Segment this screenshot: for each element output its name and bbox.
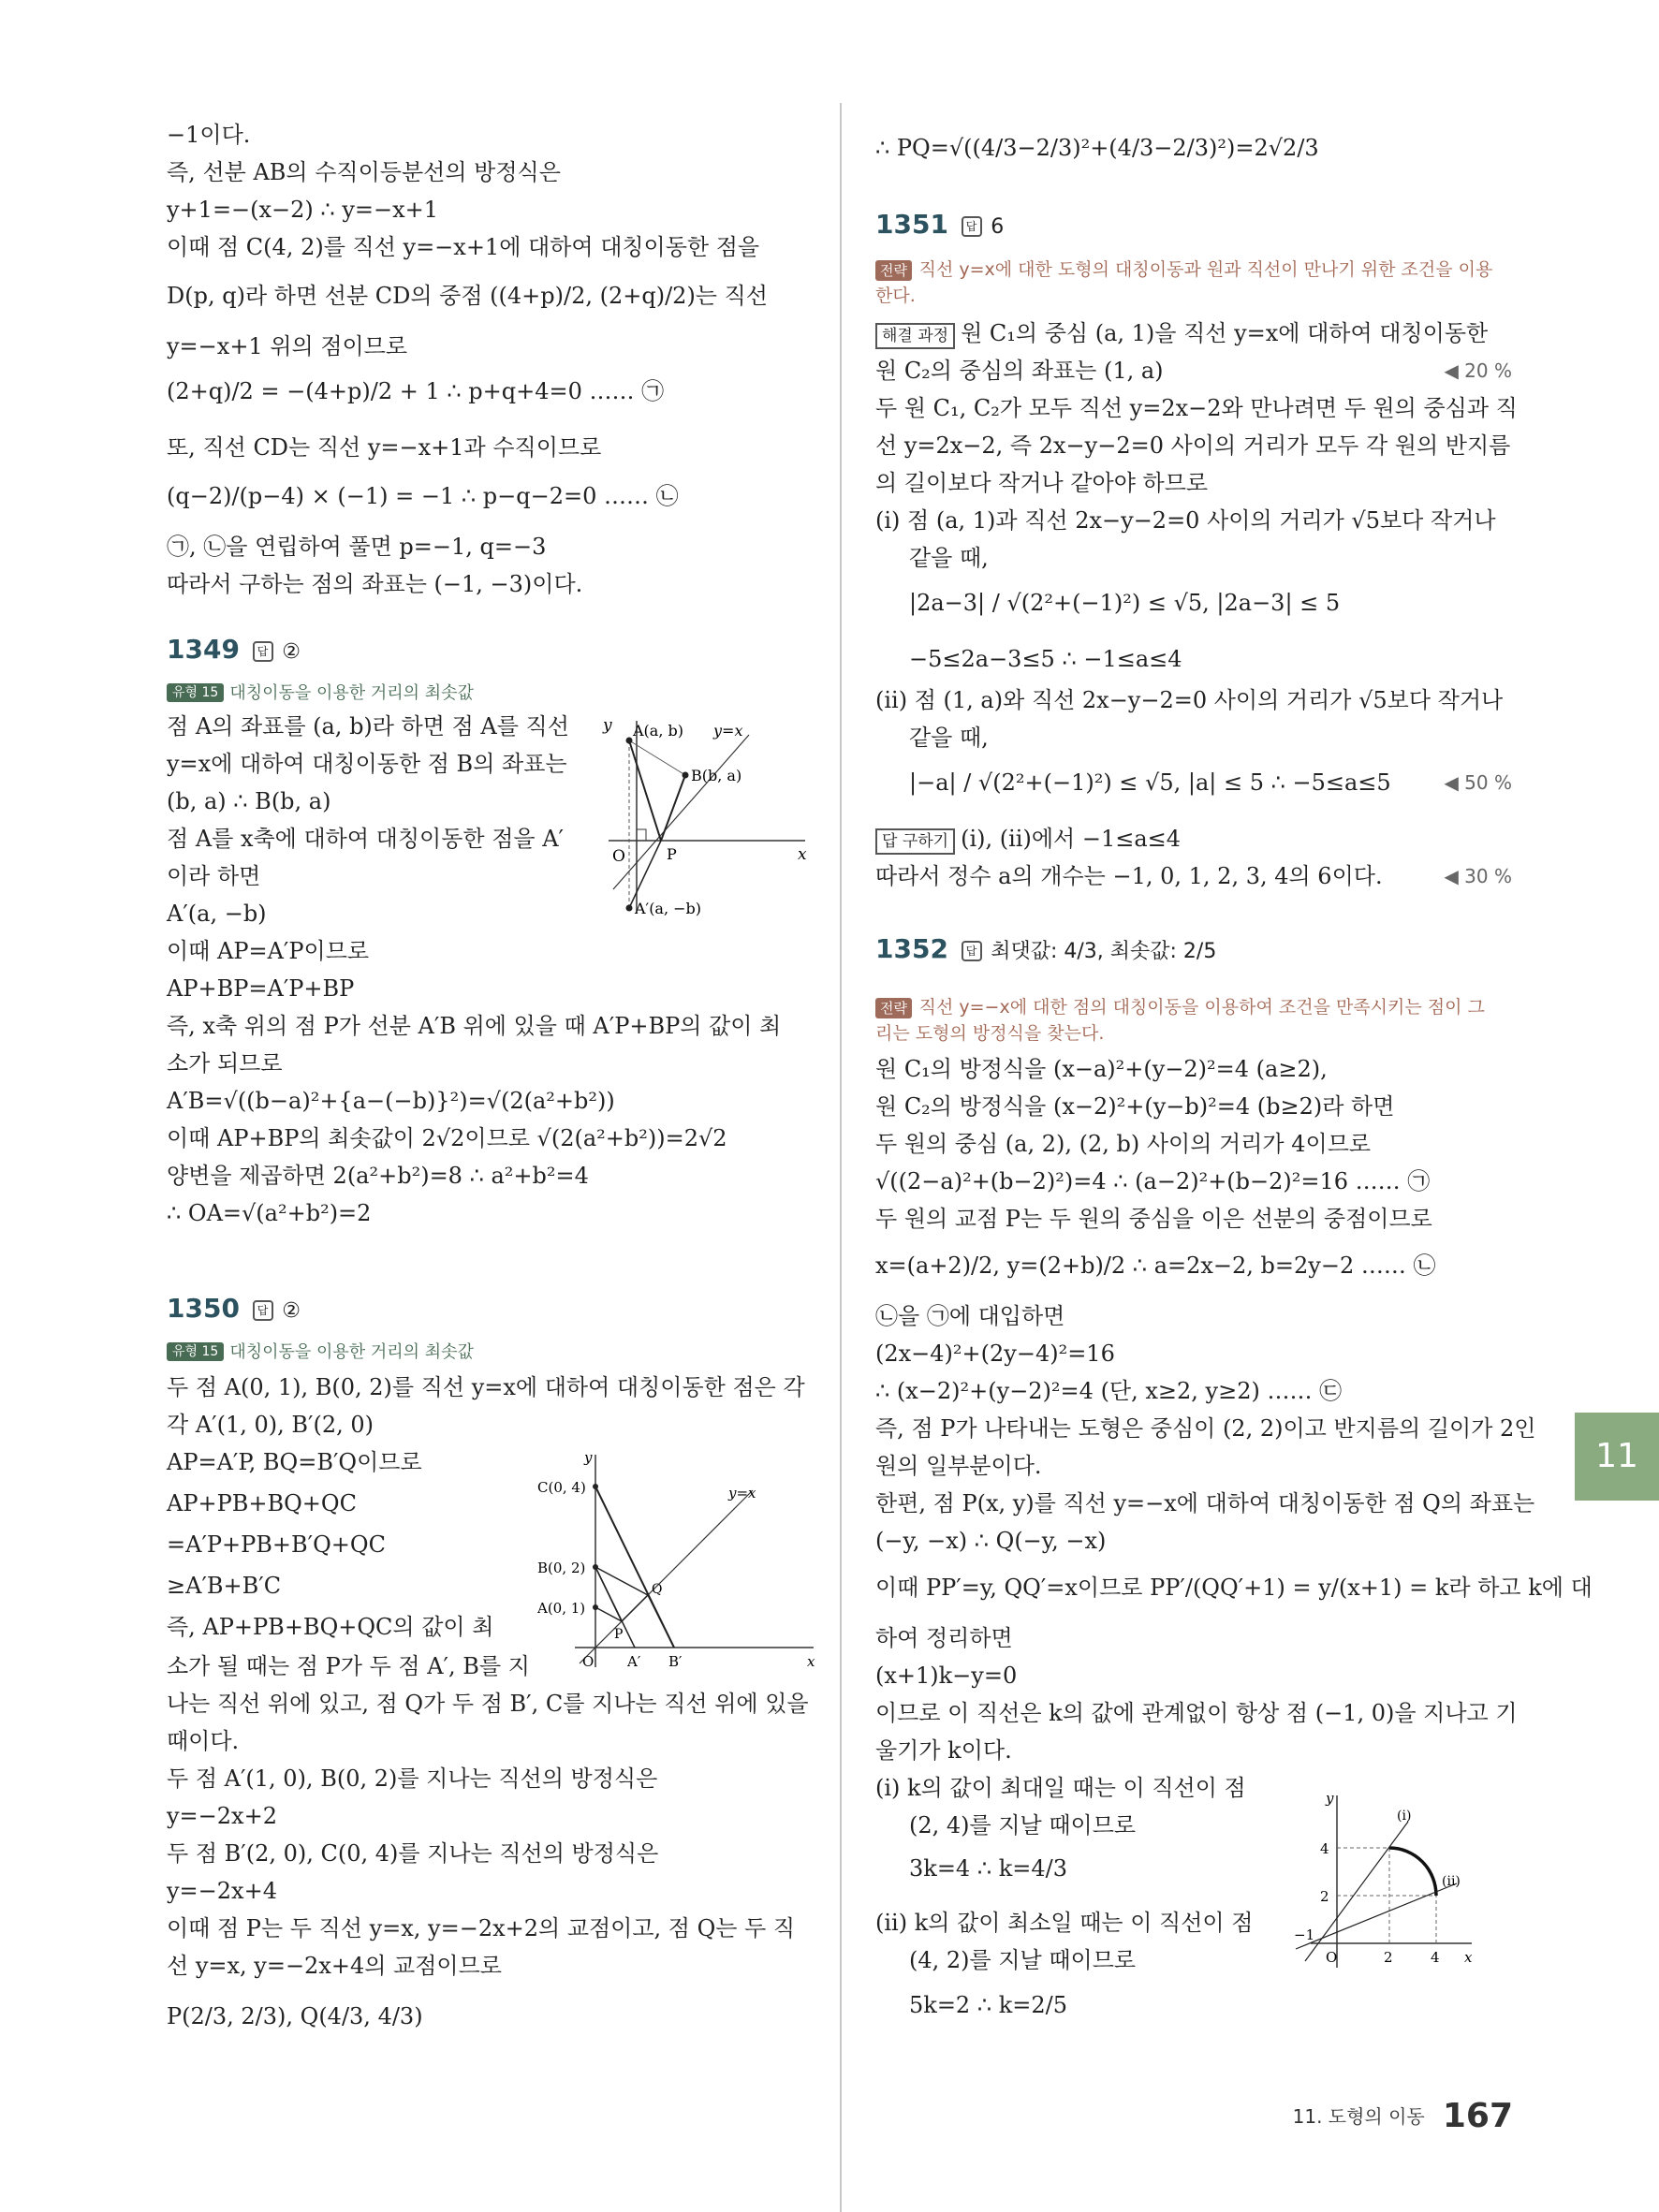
fig-label: Q: [652, 1582, 663, 1597]
score-percent: ◀ 30 %: [1444, 865, 1512, 887]
text-span: 따라서 정수 a의 개수는 −1, 0, 1, 2, 3, 4의 6이다.: [875, 863, 1383, 889]
text-line: 의 길이보다 작거나 같아야 하므로: [875, 470, 1209, 496]
strategy-text: 직선 y=−x에 대한 점의 대칭이동을 이용하여 조건을 만족시키는 점이 그: [918, 997, 1485, 1018]
fig-label: P: [614, 1627, 624, 1642]
text-line: 이때 점 C(4, 2)를 직선 y=−x+1에 대하여 대칭이동한 점을: [167, 234, 760, 260]
strategy-label: 전략: [875, 260, 912, 281]
problem-header: [167, 1294, 301, 1326]
step-label: 답 구하기: [875, 828, 955, 855]
text-line: y+1=−(x−2) ∴ y=−x+1: [167, 197, 439, 223]
text-line: A′(a, −b): [167, 901, 267, 927]
figure-1350: [537, 1447, 818, 1672]
text-line: √((2−a)²+(b−2)²)=4 ∴ (a−2)²+(b−2)²=16 …… ㉠: [875, 1168, 1431, 1194]
text-line: (ii) k의 값이 최소일 때는 이 직선이 점: [875, 1910, 1254, 1936]
text-line: 원의 일부분이다.: [875, 1453, 1042, 1479]
text-line: ∴ PQ=√((4/3−2/3)²+(4/3−2/3)²)=2√2/3: [875, 135, 1319, 161]
fig-label: A′: [627, 1653, 641, 1670]
fig-label: x: [807, 1653, 815, 1670]
score-percent: ◀ 50 %: [1444, 771, 1512, 794]
fig-label: 4: [1320, 1840, 1329, 1857]
text-line: 두 원 C₁, C₂가 모두 직선 y=2x−2와 만나려면 두 원의 중심과 직: [875, 395, 1518, 421]
fig-label: y=x: [713, 722, 743, 740]
fig-label: O: [582, 1653, 595, 1670]
text-line: 두 점 B′(2, 0), C(0, 4)를 지나는 직선의 방정식은: [167, 1840, 659, 1867]
text-line: (q−2)/(p−4) × (−1) = −1 ∴ p−q−2=0 …… ㉡: [167, 483, 679, 509]
answer-value: 최댓값: 4/3, 최솟값: 2/5: [991, 940, 1217, 963]
text-line: −1이다.: [167, 122, 251, 148]
fig-label: y: [1326, 1790, 1334, 1807]
text-line: 또, 직선 CD는 직선 y=−x+1과 수직이므로: [167, 434, 602, 461]
text-line: P(2/3, 2/3), Q(4/3, 4/3): [167, 2003, 423, 2029]
fig-label: 2: [1320, 1888, 1329, 1905]
text-line: [875, 861, 1512, 891]
type-text: 대칭이동을 이용한 거리의 최솟값: [229, 683, 474, 703]
text-line: =A′P+PB+B′Q+QC: [167, 1531, 386, 1558]
strategy-line: [875, 253, 1492, 285]
chapter-title: 11. 도형의 이동: [1292, 2105, 1425, 2128]
text-line: 두 점 A(0, 1), B(0, 2)를 직선 y=x에 대하여 대칭이동한 점은 각: [167, 1374, 805, 1400]
fig-label: A′(a, −b): [635, 900, 702, 917]
type-tag: [167, 1335, 474, 1368]
problem-header: [875, 210, 1004, 242]
text-line: (4, 2)를 지날 때이므로: [909, 1947, 1137, 1973]
text-line: AP=A′P, BQ=B′Q이므로: [167, 1449, 422, 1475]
strategy-line: [875, 990, 1485, 1022]
text-line: AP+BP=A′P+BP: [167, 975, 355, 1002]
page-number: 167: [1442, 2097, 1513, 2135]
answer-icon: 답: [962, 941, 982, 961]
text-line: y=−2x+4: [167, 1878, 277, 1904]
fig-label: A(a, b): [633, 722, 683, 740]
text-line: (b, a) ∴ B(b, a): [167, 788, 331, 814]
text-line: 즉, AP+PB+BQ+QC의 값이 최: [167, 1614, 494, 1640]
answer-icon: 답: [253, 641, 273, 662]
text-line: [875, 356, 1512, 386]
fig-label: B(b, a): [691, 767, 742, 784]
text-line: (2, 4)를 지날 때이므로: [909, 1812, 1137, 1838]
text-line: 즉, x축 위의 점 P가 선분 A′B 위에 있을 때 A′P+BP의 값이 최: [167, 1013, 782, 1039]
problem-header: [167, 635, 301, 667]
fig-label: B(0, 2): [537, 1560, 586, 1576]
fig-label: (i): [1397, 1809, 1412, 1824]
text-line: (2+q)/2 = −(4+p)/2 + 1 ∴ p+q+4=0 …… ㉠: [167, 378, 665, 404]
text-line: 5k=2 ∴ k=2/5: [909, 1992, 1067, 2018]
text-line: (x+1)k−y=0: [875, 1663, 1018, 1689]
text-line: y=−x+1 위의 점이므로: [167, 333, 408, 359]
text-line: AP+PB+BQ+QC: [167, 1490, 357, 1516]
answer-value: 6: [991, 215, 1005, 239]
text-line: 즉, 선분 AB의 수직이등분선의 방정식은: [167, 159, 561, 185]
text-span: (i), (ii)에서 −1≤a≤4: [961, 826, 1182, 852]
strategy-text: 한다.: [875, 286, 916, 306]
text-line: 두 원의 교점 P는 두 원의 중심을 이은 선분의 중점이므로: [875, 1206, 1432, 1232]
text-span: |−a| / √(2²+(−1)²) ≤ √5, |a| ≤ 5 ∴ −5≤a≤5: [909, 769, 1391, 796]
fig-label: A(0, 1): [537, 1600, 586, 1617]
text-line: 점 A의 좌표를 (a, b)라 하면 점 A를 직선: [167, 713, 569, 740]
text-line: 울기가 k이다.: [875, 1737, 1012, 1764]
text-line: 이때 PP′=y, QQ′=x이므로 PP′/(QQ′+1) = y/(x+1) = k라 하고 k에 대: [875, 1575, 1593, 1601]
text-line: [875, 824, 1181, 855]
fig-label: x: [798, 845, 807, 864]
text-line: 이때 점 P는 두 직선 y=x, y=−2x+2의 교점이고, 점 Q는 두 직: [167, 1915, 796, 1941]
fig-label: x: [1464, 1949, 1473, 1966]
fig-label: C(0, 4): [537, 1479, 586, 1496]
type-tag: [167, 676, 474, 709]
text-line: 따라서 구하는 점의 좌표는 (−1, −3)이다.: [167, 571, 583, 597]
fig-label: 2: [1384, 1949, 1393, 1966]
text-line: 하여 정리하면: [875, 1625, 1013, 1651]
fig-label: y: [603, 716, 612, 735]
text-line: 이므로 이 직선은 k의 값에 관계없이 항상 점 (−1, 0)을 지나고 기: [875, 1700, 1518, 1726]
answer-icon: 답: [962, 216, 982, 237]
text-line: 같을 때,: [909, 725, 989, 751]
text-line: y=x에 대하여 대칭이동한 점 B의 좌표는: [167, 751, 567, 777]
text-line: 즉, 점 P가 나타내는 도형은 중심이 (2, 2)이고 반지름의 길이가 2인: [875, 1415, 1536, 1442]
fig-label: O: [612, 847, 625, 866]
text-line: 점 A를 x축에 대하여 대칭이동한 점을 A′: [167, 826, 564, 852]
text-line: [875, 318, 1488, 349]
strategy-text: 리는 도형의 방정식을 찾는다.: [875, 1023, 1105, 1044]
text-line: 두 점 A′(1, 0), B(0, 2)를 지나는 직선의 방정식은: [167, 1765, 658, 1792]
fig-label: P: [667, 845, 677, 863]
text-line: ㉡을 ㉠에 대입하면: [875, 1303, 1065, 1329]
text-line: 나는 직선 위에 있고, 점 Q가 두 점 B′, C를 지나는 직선 위에 있을: [167, 1691, 809, 1717]
text-line: 때이다.: [167, 1728, 240, 1754]
text-line: (ii) 점 (1, a)와 직선 2x−y−2=0 사이의 거리가 √5보다 작거나: [875, 687, 1504, 713]
text-line: 같을 때,: [909, 545, 989, 571]
step-label: 해결 과정: [875, 323, 955, 349]
type-label: 유형 15: [167, 683, 224, 702]
page-footer: [1293, 2097, 1513, 2135]
figure-1352: [1292, 1788, 1479, 1975]
text-span: 원 C₂의 중심의 좌표는 (1, a): [875, 358, 1164, 384]
text-line: (i) 점 (a, 1)과 직선 2x−y−2=0 사이의 거리가 √5보다 작거나: [875, 507, 1496, 534]
problem-number: 1352: [875, 933, 948, 964]
fig-label: (ii): [1442, 1874, 1461, 1889]
figure-1349: [590, 711, 815, 917]
text-line: x=(a+2)/2, y=(2+b)/2 ∴ a=2x−2, b=2y−2 …… ㉡: [875, 1252, 1436, 1279]
text-line: (−y, −x) ∴ Q(−y, −x): [875, 1528, 1107, 1554]
text-line: 소가 되므로: [167, 1050, 283, 1077]
text-line: 이때 AP+BP의 최솟값이 2√2이므로 √(2(a²+b²))=2√2: [167, 1125, 727, 1151]
text-line: [909, 768, 1512, 798]
text-line: A′B=√((b−a)²+{a−(−b)}²)=√(2(a²+b²)): [167, 1088, 615, 1114]
text-line: 소가 될 때는 점 P가 두 점 A′, B를 지: [167, 1653, 530, 1679]
problem-number: 1351: [875, 209, 948, 240]
text-line: 선 y=x, y=−2x+4의 교점이므로: [167, 1953, 502, 1979]
chapter-tab: 11: [1575, 1413, 1659, 1501]
text-line: (i) k의 값이 최대일 때는 이 직선이 점: [875, 1775, 1246, 1801]
text-line: 한편, 점 P(x, y)를 직선 y=−x에 대하여 대칭이동한 점 Q의 좌표는: [875, 1490, 1535, 1516]
text-line: 3k=4 ∴ k=4/3: [909, 1855, 1067, 1882]
text-line: 두 원의 중심 (a, 2), (2, b) 사이의 거리가 4이므로: [875, 1131, 1372, 1157]
text-line: ∴ (x−2)²+(y−2)²=4 (단, x≥2, y≥2) …… ㉢: [875, 1378, 1343, 1404]
text-line: D(p, q)라 하면 선분 CD의 중점 ((4+p)/2, (2+q)/2)는 직선: [167, 283, 768, 309]
text-line: 양변을 제곱하면 2(a²+b²)=8 ∴ a²+b²=4: [167, 1163, 589, 1189]
text-line: |2a−3| / √(2²+(−1)²) ≤ √5, |2a−3| ≤ 5: [909, 590, 1341, 616]
answer-icon: 답: [253, 1300, 273, 1321]
strategy-label: 전략: [875, 998, 912, 1018]
fig-label: 4: [1431, 1949, 1440, 1966]
column-divider: [840, 103, 842, 2212]
strategy-text: 직선 y=x에 대한 도형의 대칭이동과 원과 직선이 만나기 위한 조건을 이용: [918, 259, 1493, 280]
problem-number: 1349: [167, 634, 240, 665]
type-text: 대칭이동을 이용한 거리의 최솟값: [229, 1342, 474, 1362]
text-line: −5≤2a−3≤5 ∴ −1≤a≤4: [909, 646, 1182, 672]
text-span: 원 C₁의 중심 (a, 1)을 직선 y=x에 대하여 대칭이동한: [961, 320, 1489, 346]
text-line: 원 C₂의 방정식을 (x−2)²+(y−b)²=4 (b≥2)라 하면: [875, 1093, 1395, 1120]
fig-label: y: [584, 1449, 593, 1466]
text-line: 원 C₁의 방정식을 (x−a)²+(y−2)²=4 (a≥2),: [875, 1056, 1328, 1082]
fig-label: B′: [668, 1653, 683, 1670]
fig-label: −1: [1294, 1926, 1315, 1943]
text-line: ㉠, ㉡을 연립하여 풀면 p=−1, q=−3: [167, 534, 547, 560]
text-line: 이때 AP=A′P이므로: [167, 938, 370, 964]
problem-number: 1350: [167, 1293, 240, 1324]
text-line: 각 A′(1, 0), B′(2, 0): [167, 1412, 374, 1438]
score-percent: ◀ 20 %: [1444, 359, 1512, 382]
answer-value: ②: [282, 1299, 301, 1323]
fig-label: y=x: [728, 1485, 756, 1502]
fig-label: O: [1326, 1949, 1338, 1966]
problem-header: [875, 934, 1216, 967]
text-line: (2x−4)²+(2y−4)²=16: [875, 1340, 1115, 1367]
text-line: ≥A′B+B′C: [167, 1573, 282, 1599]
type-label: 유형 15: [167, 1342, 224, 1361]
text-line: 이라 하면: [167, 863, 261, 889]
answer-value: ②: [282, 640, 301, 664]
text-line: 선 y=2x−2, 즉 2x−y−2=0 사이의 거리가 모두 각 원의 반지름: [875, 432, 1511, 459]
text-line: y=−2x+2: [167, 1803, 277, 1829]
text-line: ∴ OA=√(a²+b²)=2: [167, 1200, 372, 1226]
